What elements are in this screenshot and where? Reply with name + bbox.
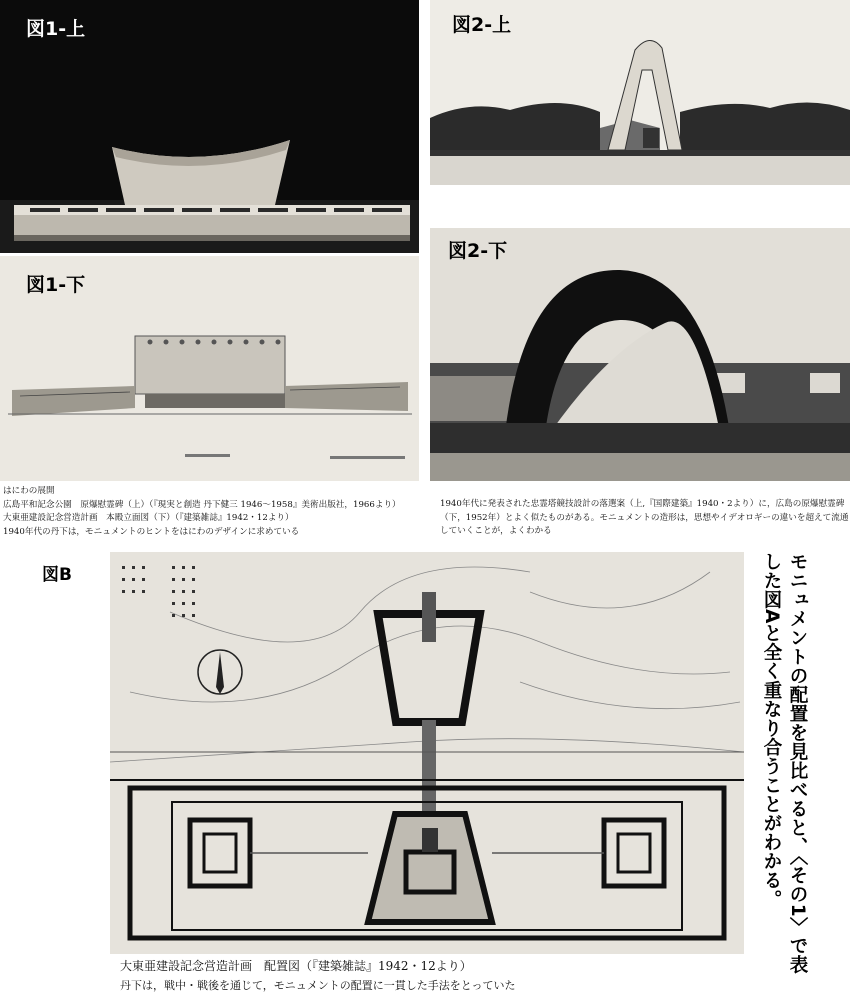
- caption-right-line-1: 1940年代に発表された忠霊塔競技設計の落選案（上,『国際建築』1940・2より）に，広島の原爆慰霊碑: [440, 499, 845, 509]
- figure-2-bottom-label: 図2-下: [448, 240, 508, 262]
- figure-1-top-photo: [0, 0, 419, 253]
- figure-2-bottom-image: [430, 228, 850, 481]
- caption-left-line-3: 大東亜建設記念営造計画 本殿立面図（下）（『建築雑誌』1942・12より）: [3, 513, 294, 523]
- figure-2-bottom-photo: [430, 228, 850, 481]
- caption-left-line-4: 1940年代の丹下は，モニュメントのヒントをはにわのデザインに求めている: [3, 526, 300, 537]
- figure-2-top-label: 図2-上: [452, 14, 512, 36]
- caption-right-line-2: （下，1952年）とよく似たものがある。モニュメントの造形は，思想やイデオロギーの違いを超えて流通: [440, 512, 849, 523]
- figure-b-site-plan: [110, 552, 744, 954]
- caption-left-line-1: はにわの展開: [3, 486, 55, 496]
- side-vertical-text: モニュメントの配置を見比べると、〈その1〉で表した図Aと全く重なり合うことがわかる。: [761, 552, 808, 975]
- figure-2-top-drawing: [430, 0, 850, 185]
- caption-right-line-3: していくことが，よくわかる: [440, 526, 552, 536]
- figure-1-top-label: 図1-上: [26, 18, 86, 40]
- caption-figure-b-line-2: 丹下は，戦中・戦後を通じて，モニュメントの配置に一貫した手法をとっていた: [120, 979, 516, 992]
- figure-1-bottom-drawing: [0, 256, 419, 481]
- caption-figure-b-line-1: 大東亜建設記念営造計画 配置図（『建築雑誌』1942・12より）: [120, 959, 472, 973]
- caption-left: [3, 485, 423, 539]
- figure-1-bottom-label: 図1-下: [26, 274, 86, 296]
- caption-figure-b: [120, 956, 760, 996]
- figure-b-label: 図B: [42, 565, 72, 585]
- caption-right: [440, 498, 850, 539]
- caption-left-line-2: 広島平和記念公園 原爆慰霊碑（上）（『現実と創造 丹下健三 1946〜1958』美術出版社，1966より）: [3, 499, 401, 510]
- figure-b-image: [110, 552, 744, 954]
